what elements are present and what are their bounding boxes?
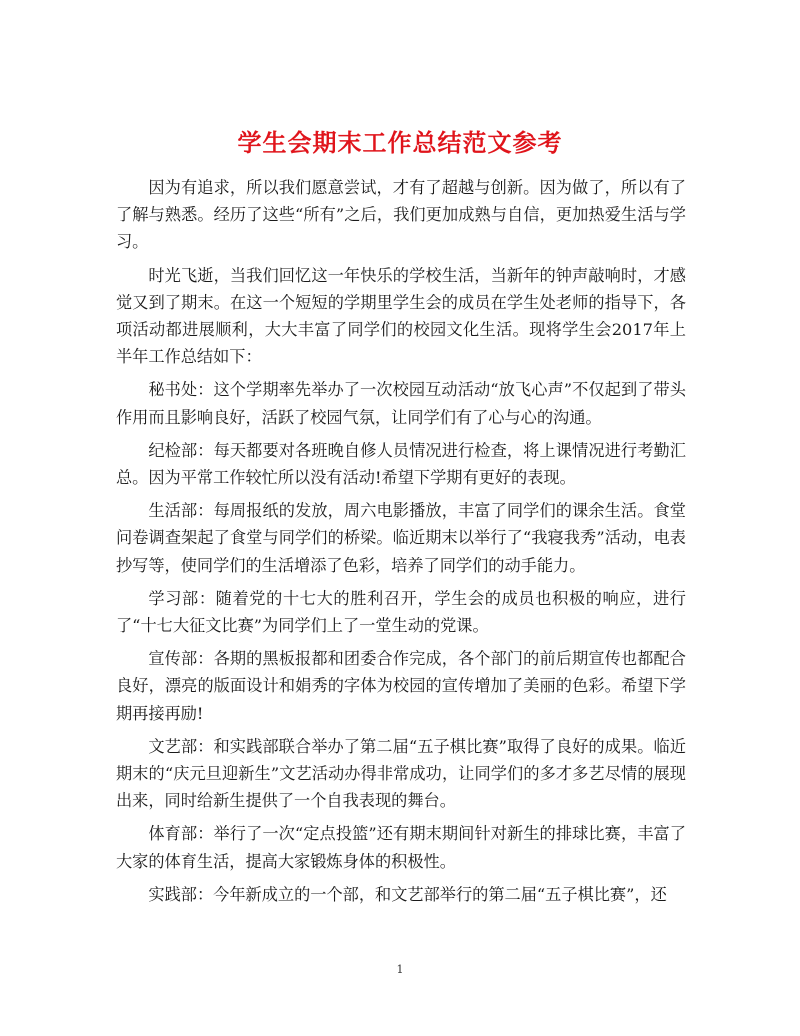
paragraph-discipline: 纪检部：每天都要对各班晚自修人员情况进行检查，将上课情况进行考勤汇总。因为平常工作较忙所以没有活动!希望下学期有更好的表现。 <box>116 440 686 488</box>
document-body <box>116 174 686 914</box>
paragraph-study: 学习部：随着党的十七大的胜利召开，学生会的成员也积极的响应，进行了“十七大征文比赛”为同学们上了一堂生动的党课。 <box>116 588 686 636</box>
document-title: 学生会期末工作总结范文参考 <box>237 128 563 158</box>
paragraph-publicity: 宣传部：各期的黑板报都和团委合作完成，各个部门的前后期宣传也都配合良好，漂亮的版面设计和娟秀的字体为校园的宣传增加了美丽的色彩。希望下学期再接再励! <box>116 649 686 723</box>
paragraph-life: 生活部：每周报纸的发放，周六电影播放，丰富了同学们的课余生活。食堂问卷调查架起了食堂与同学们的桥梁。临近期末以举行了“我寝我秀”活动，电表抄写等，使同学们的生活增添了色彩，培养了同学们的动手能力。 <box>116 501 686 575</box>
page-number: 1 <box>396 963 404 976</box>
paragraph-practice: 实践部：今年新成立的一个部，和文艺部举行的第二届“五子棋比赛”，还 <box>148 884 667 904</box>
paragraph-intro: 因为有追求，所以我们愿意尝试，才有了超越与创新。因为做了，所以有了了解与熟悉。经历了这些“所有”之后，我们更加成熟与自信，更加热爱生活与学习。 <box>116 178 686 252</box>
paragraph-sports: 体育部：举行了一次“定点投篮”还有期末期间针对新生的排球比赛，丰富了大家的体育生活，提高大家锻炼身体的积极性。 <box>116 824 686 871</box>
paragraph-overview: 时光飞逝，当我们回忆这一年快乐的学校生活，当新年的钟声敲响时，才感觉又到了期末。在这一个短短的学期里学生会的成员在学生处老师的指导下，各项活动都进展顺利，大大丰富了同学们的校园文化生活。现将学生会2017年上半年工作总结如下： <box>116 265 686 367</box>
paragraph-secretariat: 秘书处：这个学期率先举办了一次校园互动活动“放飞心声”不仅起到了带头作用而且影响良好，活跃了校园气氛，让同学们有了心与心的沟通。 <box>116 380 686 427</box>
paragraph-arts: 文艺部：和实践部联合举办了第二届“五子棋比赛”取得了良好的成果。临近期末的“庆元旦迎新生”文艺活动办得非常成功，让同学们的多才多艺尽情的展现出来，同时给新生提供了一个自我表现的舞台。 <box>116 736 686 811</box>
